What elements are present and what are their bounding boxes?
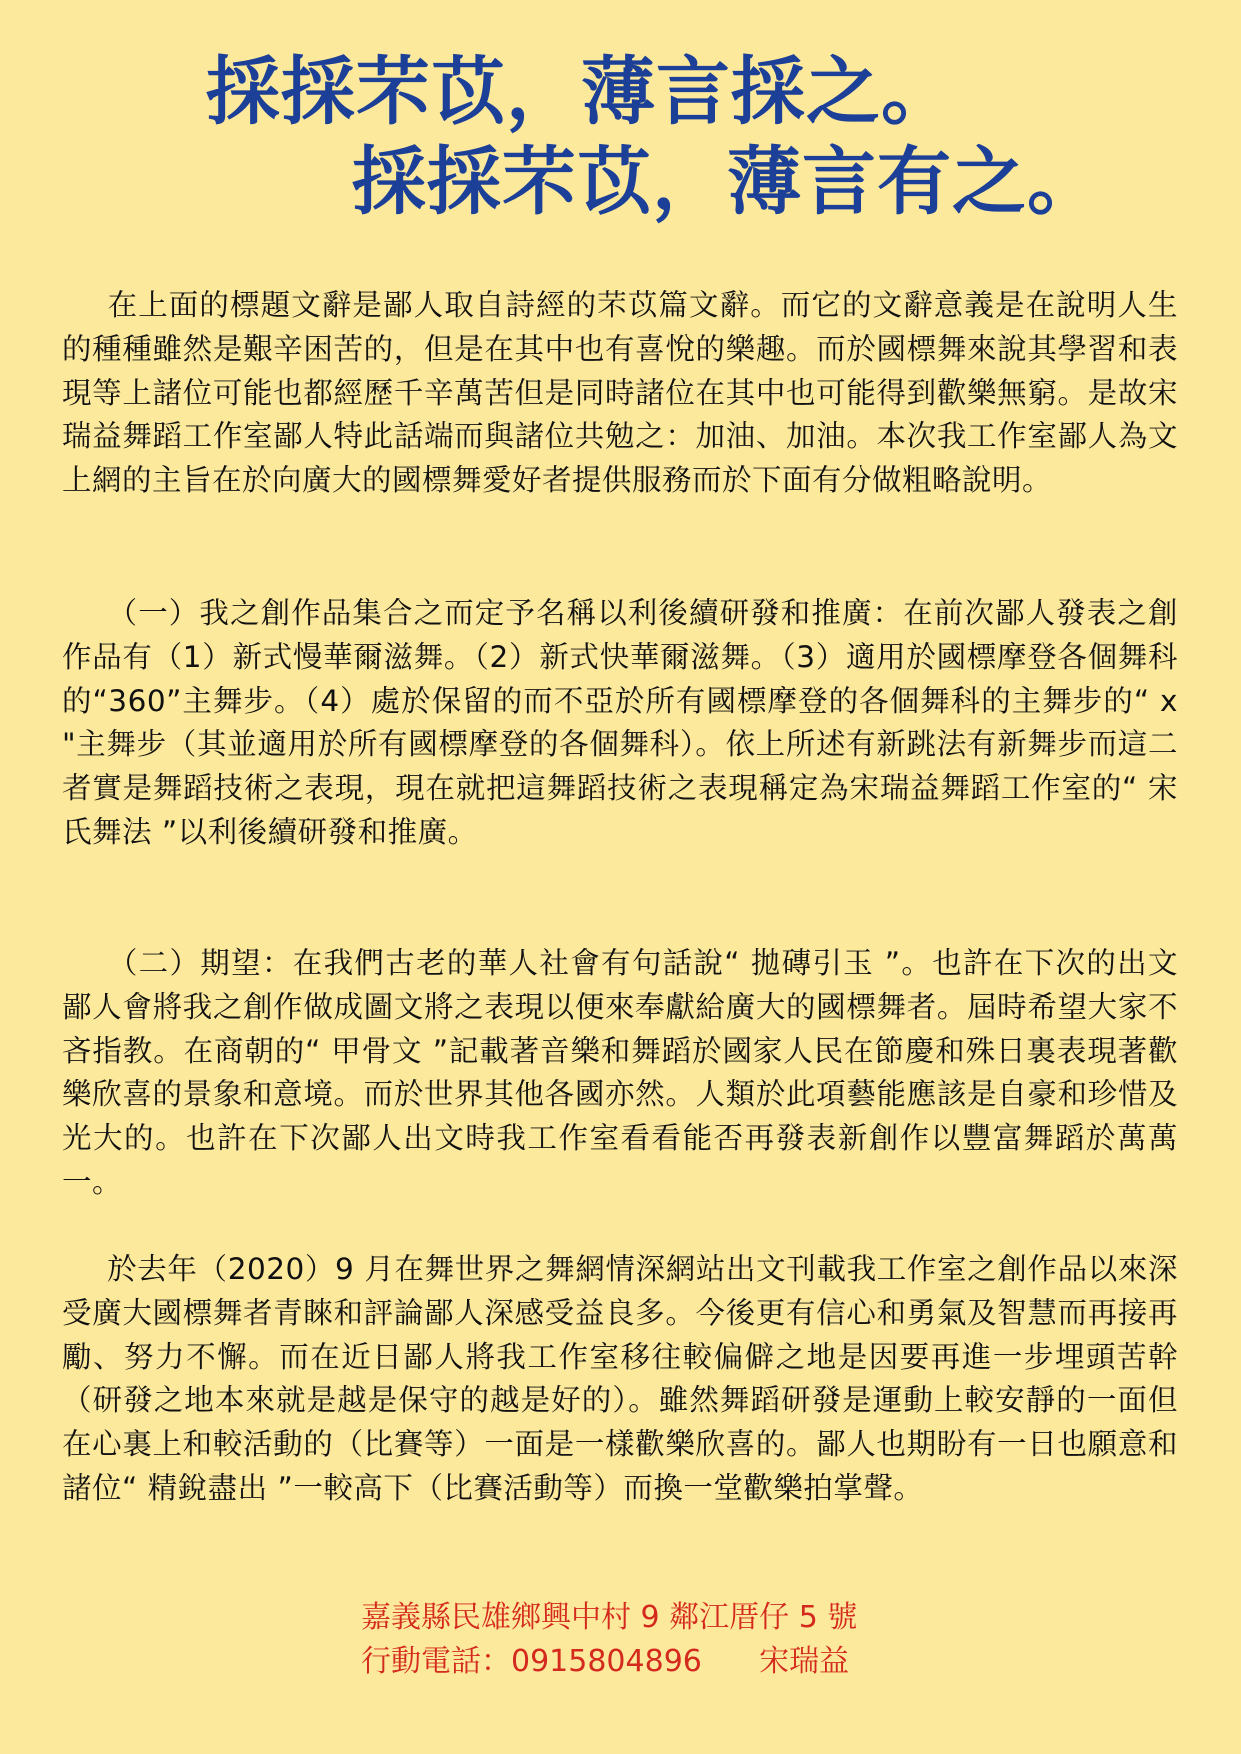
title-line-2: 採採芣苡，薄言有之。: [352, 139, 1102, 225]
title-line-1: 採採芣苡，薄言採之。: [206, 49, 956, 135]
paragraph-intro: [62, 284, 1178, 503]
paragraph-section-2-text: （二）期望：在我們古老的華人社會有句話說“ 拋磚引玉 ”。也許在下次的出文鄙人會將我之創作做成圖文將之表現以便來奉獻給廣大的國標舞者。屆時希望大家不吝指教。在商朝的“ 甲骨文 ”記載著音樂和舞蹈於國家人民在節慶和殊日裏表現著歡樂欣喜的景象和意境。而於世界其他各國亦然。人類於此項藝能應該是自豪和珍惜及光大的。也許在下次鄙人出文時我工作室看看能否再發表新創作以豐富舞蹈於萬萬一。: [62, 946, 1178, 1199]
paragraph-section-1: [62, 592, 1178, 855]
paragraph-intro-text: 在上面的標題文辭是鄙人取自詩經的芣苡篇文辭。而它的文辭意義是在說明人生的種種雖然是艱辛困苦的，但是在其中也有喜悅的樂趣。而於國標舞來說其學習和表現等上諸位可能也都經歷千辛萬苦但是同時諸位在其中也可能得到歡樂無窮。是故宋瑞益舞蹈工作室鄙人特此話端而與諸位共勉之：加油、加油。本次我工作室鄙人為文上網的主旨在於向廣大的國標舞愛好者提供服務而於下面有分做粗略說明。: [62, 288, 1178, 498]
footer-phone: 行動電話：0915804896 宋瑞益: [361, 1644, 850, 1679]
paragraph-closing-text: 於去年（2020）9 月在舞世界之舞網情深網站出文刊載我工作室之創作品以來深受廣大國標舞者青睞和評論鄙人深感受益良多。今後更有信心和勇氣及智慧而再接再勵、努力不懈。而在近日鄙人將我工作室移往較偏僻之地是因要再進一步埋頭苦幹（研發之地本來就是越是保守的越是好的）。雖然舞蹈研發是運動上較安靜的一面但在心裏上和較活動的（比賽等）一面是一樣歡樂欣喜的。鄙人也期盼有一日也願意和諸位“ 精銳盡出 ”一較高下（比賽活動等）而換一堂歡樂拍掌聲。: [62, 1252, 1178, 1505]
footer-address: 嘉義縣民雄鄉興中村 9 鄰江厝仔 5 號: [361, 1600, 858, 1635]
paragraph-section-2: [62, 942, 1178, 1205]
paragraph-section-1-text: （一）我之創作品集合之而定予名稱以利後續研發和推廣：在前次鄙人發表之創作品有（1）新式慢華爾滋舞。（2）新式快華爾滋舞。（3）適用於國標摩登各個舞科的“360”主舞步。（4）處於保留的而不亞於所有國標摩登的各個舞科的主舞步的“ x "主舞步（其並適用於所有國標摩登的各個舞科）。依上所述有新跳法有新舞步而這二者實是舞蹈技術之表現，現在就把這舞蹈技術之表現稱定為宋瑞益舞蹈工作室的“ 宋氏舞法 ”以利後續研發和推廣。: [62, 596, 1178, 849]
paragraph-closing: [62, 1248, 1178, 1511]
